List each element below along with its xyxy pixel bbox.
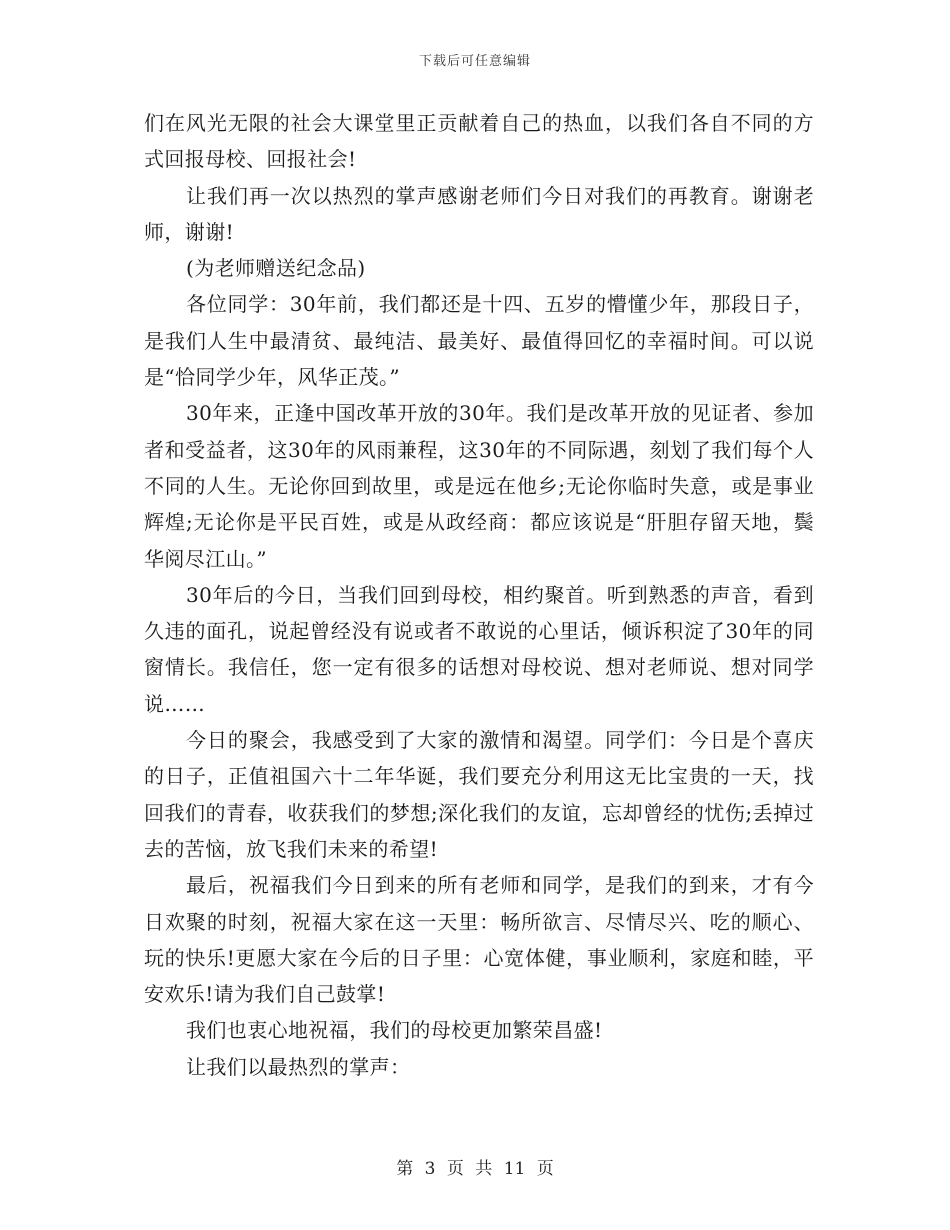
page-header: 下载后可任意编辑	[418, 54, 531, 69]
document-body	[144, 105, 814, 1085]
paragraph-continuation: 们在风光无限的社会大课堂里正贡献着自己的热血，以我们各自不同的方式回报母校、回报社会!	[144, 111, 814, 172]
paragraph-blessings: 最后，祝福我们今日到来的所有老师和同学，是我们的到来，才有今日欢聚的时刻，祝福大家在这一天里：畅所欲言、尽情尽兴、吃的顺心、玩的快乐!更愿大家在今后的日子里：心宽体健，事业顺利，家庭和睦，平安欢乐!请为我们自己鼓掌!	[144, 873, 814, 1007]
paragraph-applause: 让我们以最热烈的掌声：	[186, 1054, 411, 1079]
paragraph-bless-school: 我们也衷心地祝福，我们的母校更加繁荣昌盛!	[186, 1018, 603, 1043]
page-number: 第 3 页 共 11 页	[396, 1159, 554, 1179]
paragraph-classmates-30-years-ago: 各位同学：30年前，我们都还是十四、五岁的懵懂少年，那段日子，是我们人生中最清贫、最纯洁、最美好、最值得回忆的幸福时间。可以说是“恰同学少年，风华正茂。”	[144, 292, 814, 390]
paragraph-gift-note: (为老师赠送纪念品)	[186, 256, 366, 281]
paragraph-thanks-teachers: 让我们再一次以热烈的掌声感谢老师们今日对我们的再教育。谢谢老师，谢谢!	[144, 183, 814, 244]
paragraph-return-to-school: 30年后的今日，当我们回到母校，相约聚首。听到熟悉的声音，看到久违的面孔，说起曾经没有说或者不敢说的心里话，倾诉积淀了30年的同窗情长。我信任，您一定有很多的话想对母校说、想对老师说、想对同学说……	[144, 582, 814, 716]
paragraph-30-years-reform: 30年来，正逢中国改革开放的30年。我们是改革开放的见证者、参加者和受益者，这30年的风雨兼程，这30年的不同际遇，刻划了我们每个人不同的人生。无论你回到故里，或是远在他乡;无论你临时失意，或是事业辉煌;无论你是平民百姓，或是从政经商：都应该说是“肝胆存留天地，鬓华阅尽江山。”	[144, 401, 814, 571]
paragraph-today-gathering: 今日的聚会，我感受到了大家的激情和渴望。同学们：今日是个喜庆的日子，正值祖国六十二年华诞，我们要充分利用这无比宝贵的一天，找回我们的青春，收获我们的梦想;深化我们的友谊，忘却曾经的忧伤;丢掉过去的苦恼，放飞我们未来的希望!	[144, 728, 814, 861]
